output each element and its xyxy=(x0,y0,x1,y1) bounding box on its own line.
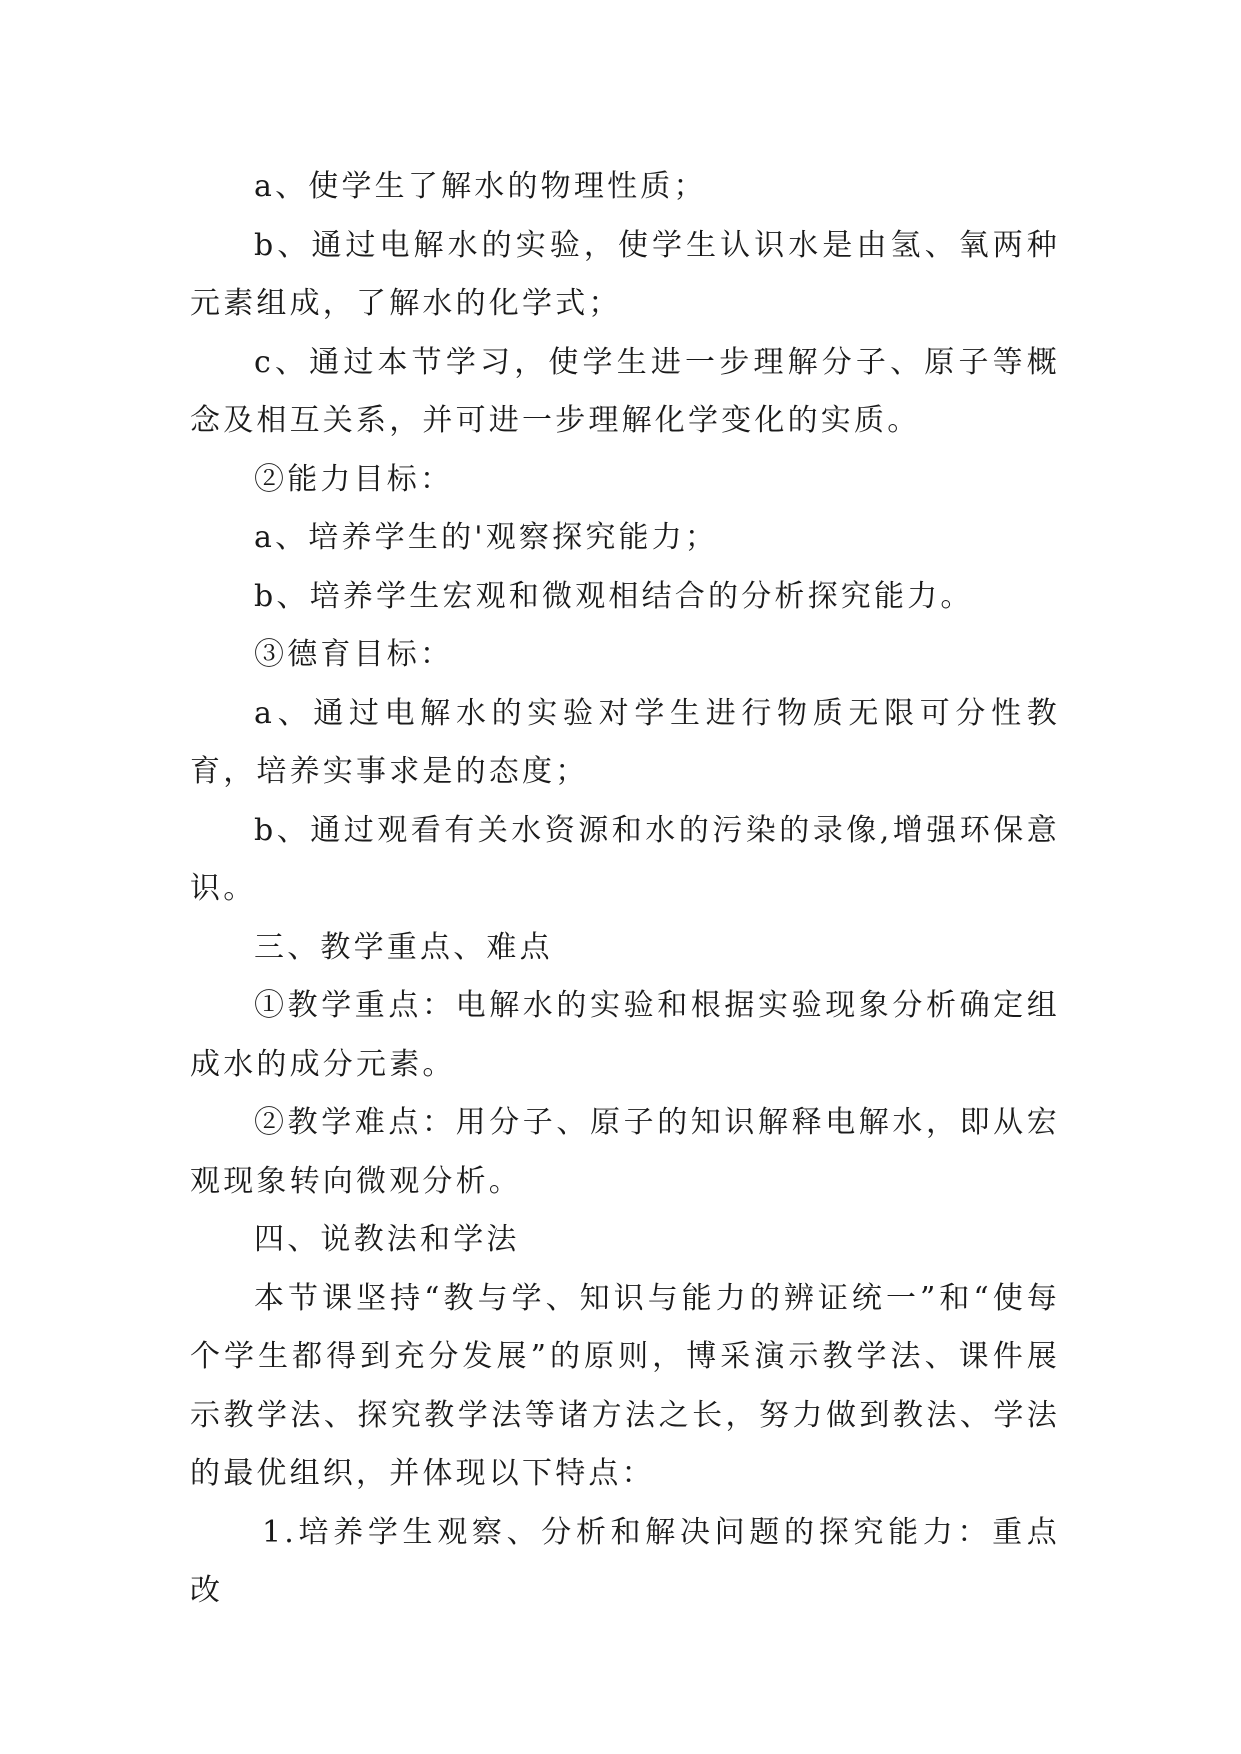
heading-moral-goals: ③德育目标： xyxy=(254,637,454,672)
paragraph-electrolysis-composition: b、通过电解水的实验，使学生认识水是由氢、氧两种元素组成，了解水的化学式； xyxy=(190,227,1060,321)
paragraph-molecules-atoms: c、通过本节学习，使学生进一步理解分子、原子等概念及相互关系，并可进一步理解化学变化的实质。 xyxy=(190,344,1060,438)
heading-key-points: 三、教学重点、难点 xyxy=(254,929,553,965)
paragraph-environmental-awareness: b、通过观看有关水资源和水的污染的录像,增强环保意识。 xyxy=(190,812,1060,906)
paragraph-course-principle: 本节课坚持“教与学、知识与能力的辨证统一”和“使每个学生都得到充分发展”的原则，博采演示教学法、课件展示教学法、探究教学法等诸方法之长，努力做到教法、学法的最优组织，并体现以下特点： xyxy=(190,1280,1060,1491)
heading-ability-goals: ②能力目标： xyxy=(254,461,454,497)
paragraph-teaching-focus: ①教学重点：电解水的实验和根据实验现象分析确定组成水的成分元素。 xyxy=(190,988,1060,1082)
paragraph-teaching-difficulty: ②教学难点：用分子、原子的知识解释电解水，即从宏观现象转向微观分析。 xyxy=(190,1105,1060,1199)
paragraph-macro-micro-analysis: b、培养学生宏观和微观相结合的分析探究能力。 xyxy=(254,578,974,614)
paragraph-feature-1: 1.培养学生观察、分析和解决问题的探究能力：重点改 xyxy=(190,1514,1060,1608)
heading-teaching-methods: 四、说教法和学法 xyxy=(254,1222,520,1257)
paragraph-divisibility-education: a、通过电解水的实验对学生进行物质无限可分性教育，培养实事求是的态度； xyxy=(190,695,1060,789)
document-body xyxy=(190,158,1060,1621)
paragraph-physical-properties: a、使学生了解水的物理性质； xyxy=(254,169,707,204)
paragraph-observation-ability: a、培养学生的'观察探究能力； xyxy=(254,520,719,555)
